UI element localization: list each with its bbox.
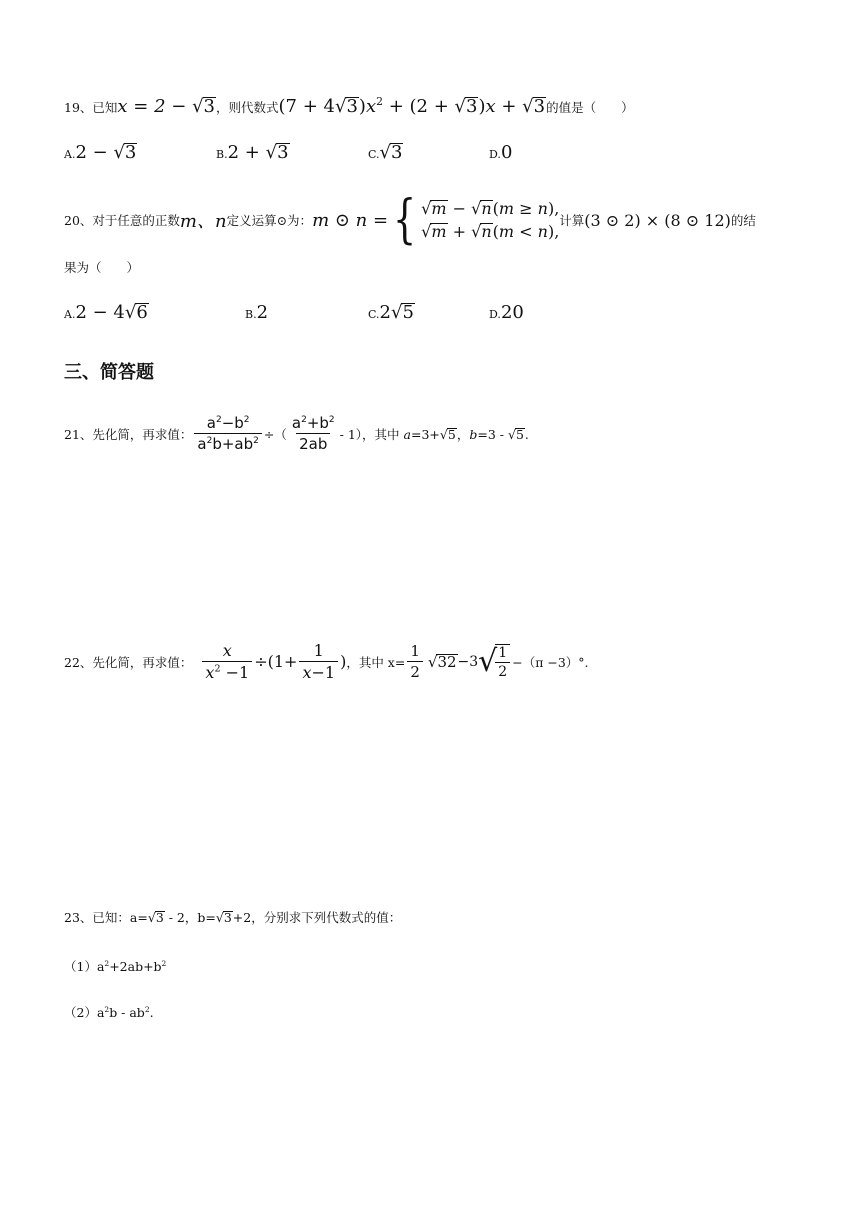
root-half-denominator: 2: [495, 662, 510, 680]
q22-root-half: √ $\frac{1}{2}$: [478, 644, 512, 680]
q20-option-d[interactable]: [489, 302, 524, 323]
q19-option-b[interactable]: [216, 142, 290, 163]
q22-mid: ，其中 x=: [346, 654, 406, 670]
question-23: [64, 908, 401, 926]
q23-line: 23、已知：a=√3 - 2，b=√3+2，分别求下列代数式的值：: [64, 910, 402, 925]
q20-case-1: √m − √n(m ≥ n),: [421, 198, 560, 218]
option-label: D.: [489, 148, 501, 161]
option-label: D.: [489, 308, 501, 321]
q22-frac2-numerator: 1: [313, 641, 324, 660]
option-label: C.: [368, 308, 380, 321]
q22-sqrt32: √32: [427, 652, 457, 671]
q21-fraction-1: [194, 414, 261, 453]
question-21: [64, 414, 529, 453]
q22-tail: −（π −3）°.: [512, 654, 589, 670]
question-19: [64, 96, 634, 117]
q22-close-paren: ): [340, 652, 347, 671]
q23-part-1: $(1)a^2+2ab+b^2$: [64, 958, 167, 974]
q21-prefix: 21、先化简，再求值：: [64, 426, 193, 442]
q21-condition: a=3+√5，b=3 - √5.: [403, 426, 529, 442]
q20-prefix: 20、对于任意的正数: [64, 213, 180, 228]
option-value: 2: [256, 302, 269, 323]
q22-fraction-2: [299, 641, 338, 682]
q19-expression-math: $(7 + 4√3)x^2 + (2 + √3)x + √3$: [278, 95, 546, 117]
q19-prefix: 19、已知: [64, 100, 118, 115]
option-label: A.: [64, 308, 76, 321]
q19-suffix: 的值是（ ）: [546, 100, 634, 115]
question-20: [64, 190, 756, 250]
q19-option-d[interactable]: [489, 142, 512, 163]
option-label: B.: [216, 148, 228, 161]
option-label: B.: [245, 308, 257, 321]
q20-line-2: 果为（ ）: [64, 260, 140, 275]
left-brace: {: [393, 190, 417, 250]
q22-frac2-denominator: x−1: [299, 661, 338, 682]
q20-option-c[interactable]: [368, 302, 415, 323]
option-math: 2 + √3: [227, 142, 289, 163]
q21-frac1-numerator: $a^2-b^2$: [206, 414, 250, 432]
q22-minus3: −3: [457, 653, 479, 670]
q20-option-a[interactable]: [64, 302, 149, 323]
q21-frac2-denominator: 2ab: [296, 433, 330, 453]
option-math: 2 − 4√6: [75, 302, 148, 323]
q21-frac2-numerator: $a^2+b^2$: [291, 414, 335, 432]
question-22: [64, 641, 589, 682]
q20-mid: 定义运算⊙为：: [226, 213, 313, 228]
q21-tail: - 1），其中: [339, 426, 400, 442]
section-title: 三、简答题: [64, 362, 154, 383]
q22-half: [407, 642, 423, 681]
q23-part-2: $(2)a^2b - ab^2$.: [64, 1004, 154, 1020]
q20-calc-expr: (3 ⊙ 2) × (8 ⊙ 12): [584, 210, 731, 230]
q20-cases: [421, 197, 559, 243]
option-math: 2√5: [379, 302, 414, 323]
q20-case-2: √m + √n(m < n),: [421, 222, 560, 241]
q20-option-b[interactable]: [245, 302, 268, 323]
q21-div: ÷（: [263, 426, 287, 442]
option-value: 0: [500, 142, 513, 163]
q19-given-math: x = 2 − √3: [117, 96, 215, 117]
option-value: 20: [500, 302, 524, 323]
q20-calc-prefix: 计算: [559, 213, 585, 228]
q22-frac1-numerator: x: [222, 641, 232, 660]
option-label: A.: [64, 148, 76, 161]
option-math: √3: [379, 142, 403, 163]
q21-fraction-2: [289, 414, 338, 453]
root-half-numerator: 1: [498, 644, 508, 661]
q19-option-a[interactable]: [64, 142, 137, 163]
q20-calc-suffix: 的结: [730, 213, 756, 228]
q21-frac1-denominator: $a^2b+ab^2$: [194, 433, 261, 453]
half-denominator: 2: [407, 661, 423, 681]
q20-vars: m、n: [179, 211, 227, 232]
q22-fraction-1: [202, 641, 252, 682]
option-math: 2 − √3: [75, 142, 137, 163]
half-numerator: 1: [410, 642, 420, 660]
radicand: 32: [437, 652, 457, 671]
q20-definition-math: m ⊙ n =: [312, 209, 389, 231]
q19-mid: ，则代数式: [216, 100, 279, 115]
q22-frac1-denominator: $x^2 -1$: [202, 661, 252, 682]
q22-prefix: 22、先化简，再求值：: [64, 654, 193, 670]
option-label: C.: [368, 148, 380, 161]
root-half-frac: [495, 644, 510, 680]
q19-option-c[interactable]: [368, 142, 403, 163]
q22-div: ÷(1+: [254, 652, 298, 671]
